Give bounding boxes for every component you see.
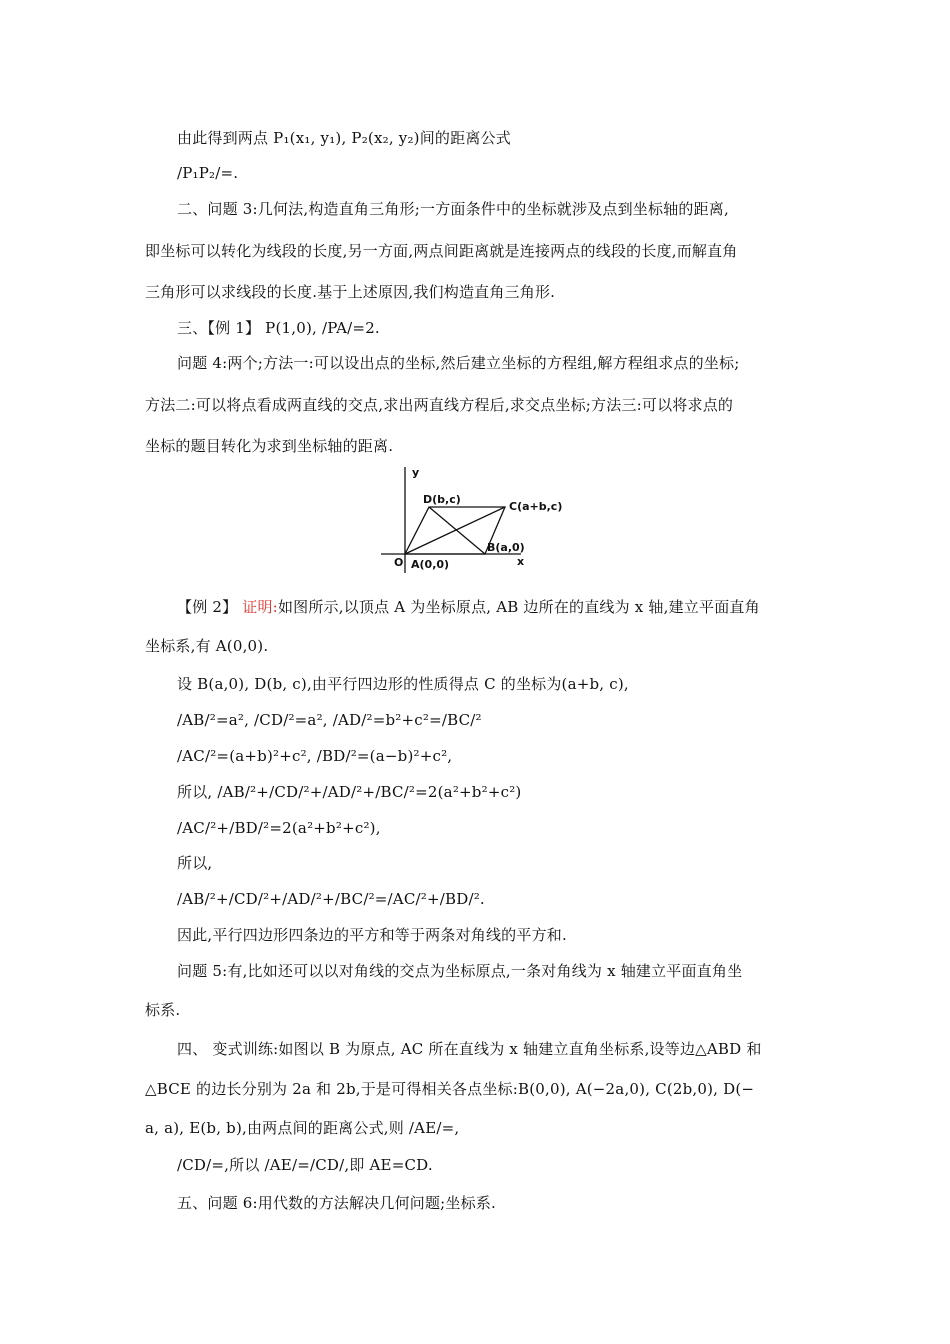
text-fragment: 如图所示,以顶点 A 为坐标原点, AB 边所在的直线为 x 轴,建立平面直角 <box>277 598 760 616</box>
text-line: /AC/²=(a+b)²+c², /BD/²=(a−b)²+c², <box>177 747 453 765</box>
text-line: 问题 4:两个;方法一:可以设出点的坐标,然后建立坐标的方程组,解方程组求点的坐标; <box>177 354 740 372</box>
text-line: /P₁P₂/=. <box>177 164 239 182</box>
point-d-label: D(b,c) <box>423 493 461 506</box>
text-line: 标系. <box>145 1001 181 1019</box>
text-line: 五、问题 6:用代数的方法解决几何问题;坐标系. <box>177 1194 496 1212</box>
text-line: /AB/²=a², /CD/²=a², /AD/²=b²+c²=/BC/² <box>177 711 482 729</box>
text-line: /AB/²+/CD/²+/AD/²+/BC/²=/AC/²+/BD/². <box>177 890 485 908</box>
point-b-label: B(a,0) <box>487 541 525 554</box>
point-c-label: C(a+b,c) <box>509 500 563 513</box>
coordinate-diagram <box>381 465 573 577</box>
text-line: 所以, <box>177 854 213 872</box>
parallelogram-figure <box>381 465 573 577</box>
text-line: 二、问题 3:几何法,构造直角三角形;一方面条件中的坐标就涉及点到坐标轴的距离, <box>177 200 729 218</box>
text-line: 所以, /AB/²+/CD/²+/AD/²+/BC/²=2(a²+b²+c²) <box>177 783 522 801</box>
text-line: 坐标系,有 A(0,0). <box>145 637 269 655</box>
text-line: 三、【例 1】 P(1,0), /PA/=2. <box>177 319 380 337</box>
text-line <box>177 597 760 617</box>
text-line: 由此得到两点 P₁(x₁, y₁), P₂(x₂, y₂)间的距离公式 <box>177 129 511 147</box>
text-line: 因此,平行四边形四条边的平方和等于两条对角线的平方和. <box>177 926 567 944</box>
diagonal-bd <box>429 507 485 554</box>
text-line: /AC/²+/BD/²=2(a²+b²+c²), <box>177 819 381 837</box>
text-line: /CD/=,所以 /AE/=/CD/,即 AE=CD. <box>177 1156 433 1174</box>
text-line: 问题 5:有,比如还可以以对角线的交点为坐标原点,一条对角线为 x 轴建立平面直角坐 <box>177 962 743 980</box>
text-line: △BCE 的边长分别为 2a 和 2b,于是可得相关各点坐标:B(0,0), A(−2a,0), C(2b,0), D(− <box>145 1080 755 1098</box>
text-line: 设 B(a,0), D(b, c),由平行四边形的性质得点 C 的坐标为(a+b, c), <box>177 675 629 693</box>
text-line: 四、 变式训练:如图以 B 为原点, AC 所在直线为 x 轴建立直角坐标系,设等边△ABD 和 <box>177 1040 762 1058</box>
text-line: 即坐标可以转化为线段的长度,另一方面,两点间距离就是连接两点的线段的长度,而解直角 <box>145 242 738 260</box>
example-label: 【例 2】 <box>177 598 243 616</box>
y-axis-label: y <box>412 466 420 479</box>
text-line: a, a), E(b, b),由两点间的距离公式,则 /AE/=, <box>145 1119 460 1137</box>
text-line: 方法二:可以将点看成两直线的交点,求出两直线方程后,求交点坐标;方法三:可以将求点的 <box>145 396 734 414</box>
proof-label: 证明: <box>242 598 278 616</box>
x-axis-label: x <box>517 555 525 568</box>
point-a-label: A(0,0) <box>411 558 450 571</box>
origin-label: O <box>394 556 404 569</box>
text-line: 三角形可以求线段的长度.基于上述原因,我们构造直角三角形. <box>145 283 556 301</box>
text-line: 坐标的题目转化为求到坐标轴的距离. <box>145 437 394 455</box>
